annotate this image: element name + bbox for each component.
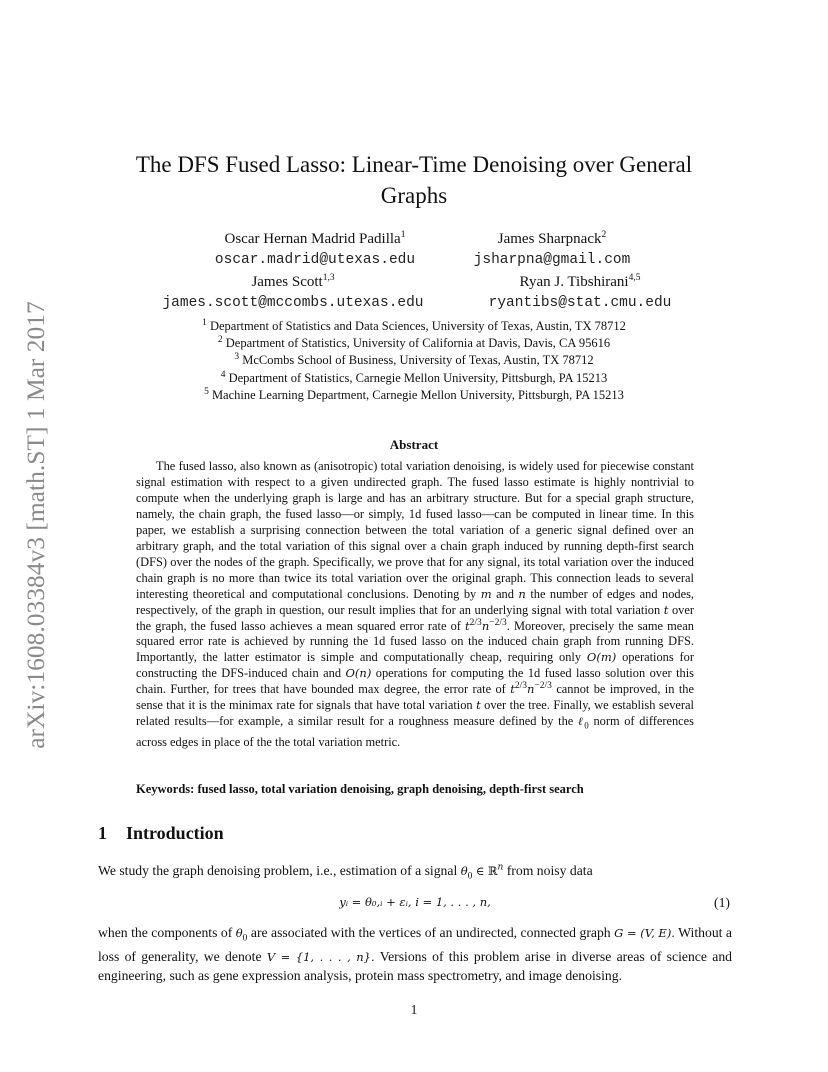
author-email[interactable]: ryantibs@stat.cmu.edu [488,295,672,311]
intro-paragraph-2: when the components of $\theta_0$ are associated with the vertices of an undirected, connected graph G = (V, E). Without a loss of generality, we denote V = {1, . . . , n}. Versions of this problem arise in diverse areas of science and engineering, such as gene expression analysis, protein mass spectrometry, and image denoising. [98,925,733,983]
author-4 [470,273,690,313]
author-email[interactable]: jsharpna@gmail.com [473,252,631,268]
section-number: 1 [98,823,107,843]
affiliation: $^1$ Department of Statistics and Data Sciences, University of Texas, Austin, TX 78712 [202,317,626,333]
author-name: Ryan J. Tibshirani [519,274,629,290]
page-number: 1 [410,1002,418,1017]
author-1 [190,230,440,270]
intro-paragraph-1: We study the graph denoising problem, i.e., estimation of a signal $\theta_0$ ∈ ℝ$^n$ from noisy data [98,862,593,882]
author-affil-sup: 4,5 [628,273,641,283]
paper-title: The DFS Fused Lasso: Linear-Time Denoising over General Graphs [135,152,693,208]
section-title: Introduction [126,823,224,843]
author-affil-sup: 1,3 [322,273,335,283]
author-2 [452,230,652,270]
author-email[interactable]: oscar.madrid@utexas.edu [214,252,416,268]
author-name: James Sharpnack [497,231,602,247]
affiliation: $^2$ Department of Statistics, University of California at Davis, Davis, CA 95616 [217,335,611,351]
arxiv-stamp: arXiv:1608.03384v3 [math.ST] 1 Mar 2017 [21,301,51,749]
equation-1 [98,895,732,915]
abstract-heading: Abstract [389,437,439,452]
equation-number: (1) [714,895,730,910]
author-email[interactable]: james.scott@mccombs.utexas.edu [162,295,424,311]
author-name: James Scott [251,274,323,290]
abstract-body: The fused lasso, also known as (anisotropic) total variation denoising, is widely used for piecewise constant signal estimation with respect to a given undirected graph. The fused lasso estimate is highly nontrivial to compute when the underlying graph is large and has an arbitrary structure. But for a special graph structure, namely, the chain graph, the fused lasso—or simply, 1d fused lasso—can be computed in linear time. In this paper, we establish a surprising connection between the total variation of a generic signal defined over an arbitrary graph, and the total variation of this signal over a chain graph induced by running depth-first search (DFS) over the nodes of the graph. Specifically, we prove that for any signal, its total variation over the induced chain graph is no more than twice its total variation over the original graph. This connection leads to several interesting theoretical and computational conclusions. Denoting by m and n the number of edges and nodes, respectively, of the graph in question, our result implies that for an underlying signal with total variation t over the graph, the fused lasso achieves a mean squared error rate of $t^{2/3}n^{-2/3}$. Moreover, precisely the same mean squared error rate is achieved by running the 1d fused lasso on the induced chain graph from running DFS. Importantly, the latter estimator is simple and computationally cheap, requiring only O(m) operations for constructing the DFS-induced chain and O(n) operations for computing the 1d fused lasso solution over this chain. Further, for trees that have bounded max degree, the error rate of $t^{2/3}n^{-2/3}$ cannot be improved, in the sense that it is the minimax rate for signals that have total variation t over the tree. Finally, we establish several related results—for example, a similar result for a roughness measure defined by the ℓ$_0$ norm of differences across edges in place of the the total variation metric. [136,459,695,749]
author-affil-sup: 2 [601,230,607,240]
affiliation: $^4$ Department of Statistics, Carnegie Mellon University, Pittsburgh, PA 15213 [220,369,608,385]
affiliation: $^5$ Machine Learning Department, Carnegie Mellon University, Pittsburgh, PA 15213 [204,386,624,402]
keywords: Keywords: fused lasso, total variation denoising, graph denoising, depth-first search [136,782,584,796]
section-heading [98,823,224,844]
author-affil-sup: 1 [400,230,406,240]
affiliations [150,318,678,404]
author-3 [140,273,446,313]
affiliation: $^3$ McCombs School of Business, University of Texas, Austin, TX 78712 [234,352,594,368]
author-name: Oscar Hernan Madrid Padilla [224,231,401,247]
equation-body: yᵢ = θ₀,ᵢ + εᵢ, i = 1, . . . , n, [339,895,491,909]
